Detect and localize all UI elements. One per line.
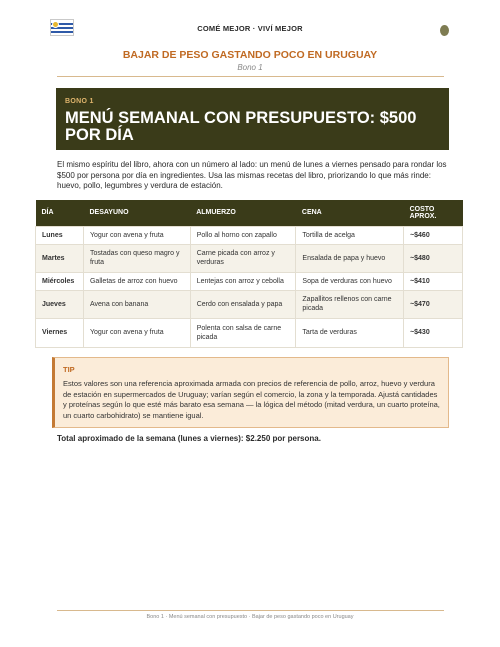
header-divider [57,76,444,77]
cell-desayuno: Avena con banana [83,290,190,318]
cell-desayuno: Galletas de arroz con huevo [83,272,190,290]
cell-cena: Ensalada de papa y huevo [296,244,404,272]
tip-callout [52,357,449,428]
table-row [36,226,463,244]
banner-kicker: BONO 1 [65,98,94,105]
cell-costo: ~$480 [404,244,463,272]
cell-dia: Miércoles [36,272,84,290]
table-row [36,318,463,347]
cell-almuerzo: Lentejas con arroz y cebolla [190,272,296,290]
banner-heading: MENÚ SEMANAL CON PRESUPUESTO: $500 POR DÍA [65,109,417,144]
cell-desayuno: Yogur con avena y fruta [83,226,190,244]
cell-dia: Lunes [36,226,84,244]
decorative-dot [440,25,449,36]
cell-dia: Jueves [36,290,84,318]
cell-costo: ~$430 [404,318,463,347]
brand-tagline: COMÉ MEJOR · VIVÍ MEJOR [197,24,303,33]
cell-cena: Tortilla de acelga [296,226,404,244]
weekly-menu-table [35,200,463,348]
document-title: BAJAR DE PESO GASTANDO POCO EN URUGUAY [122,49,378,61]
table-row [36,244,463,272]
cell-almuerzo: Pollo al horno con zapallo [190,226,296,244]
cell-almuerzo: Carne picada con arroz y verduras [190,244,296,272]
footer-divider [57,610,444,611]
cell-cena: Tarta de verduras [296,318,404,347]
page-footer: Bono 1 · Menú semanal con presupuesto · Bajar de peso gastando poco en Uruguay [146,614,354,620]
document-subtitle: Bono 1 [237,63,263,72]
header-dia: DÍA [36,200,84,226]
cell-costo: ~$470 [404,290,463,318]
cell-dia: Martes [36,244,84,272]
header-almuerzo: ALMUERZO [190,200,296,226]
cell-costo: ~$460 [404,226,463,244]
header-cena: CENA [296,200,404,226]
section-banner [56,88,449,150]
table-row [36,290,463,318]
cell-cena: Zapallitos rellenos con carne picada [296,290,404,318]
cell-cena: Sopa de verduras con huevo [296,272,404,290]
cell-almuerzo: Polenta con salsa de carne picada [190,318,296,347]
cell-almuerzo: Cerdo con ensalada y papa [190,290,296,318]
header-desayuno: DESAYUNO [83,200,190,226]
table-row [36,272,463,290]
table-header-row [36,200,463,226]
tip-label: TIP [63,365,75,374]
cell-costo: ~$410 [404,272,463,290]
header-costo: COSTO APROX. [404,200,463,226]
weekly-total: Total aproximado de la semana (lunes a viernes): $2.250 por persona. [57,434,321,443]
cell-dia: Viernes [36,318,84,347]
cell-desayuno: Yogur con avena y fruta [83,318,190,347]
cell-desayuno: Tostadas con queso magro y fruta [83,244,190,272]
tip-text: Estos valores son una referencia aproximada armada con precios de referencia de pollo, arroz, huevo y verdura de estación en supermercados de Uruguay; varían según el comercio, la zona y la temporada. Ajustá cantidades y proteínas según lo que esté más barato esa semana — la lógica del método (mitad verdura, un cuarto proteína, un cuarto carbohidrato) se mantiene igual. [63,379,440,420]
intro-paragraph: El mismo espíritu del libro, ahora con un número al lado: un menú de lunes a viernes pensado para rondar los $500 por persona por día en ingredientes. Usa las mismas recetas del libro, priorizando lo que más rinde: huevo, pollo, legumbres y verdura de estación. [57,160,447,190]
